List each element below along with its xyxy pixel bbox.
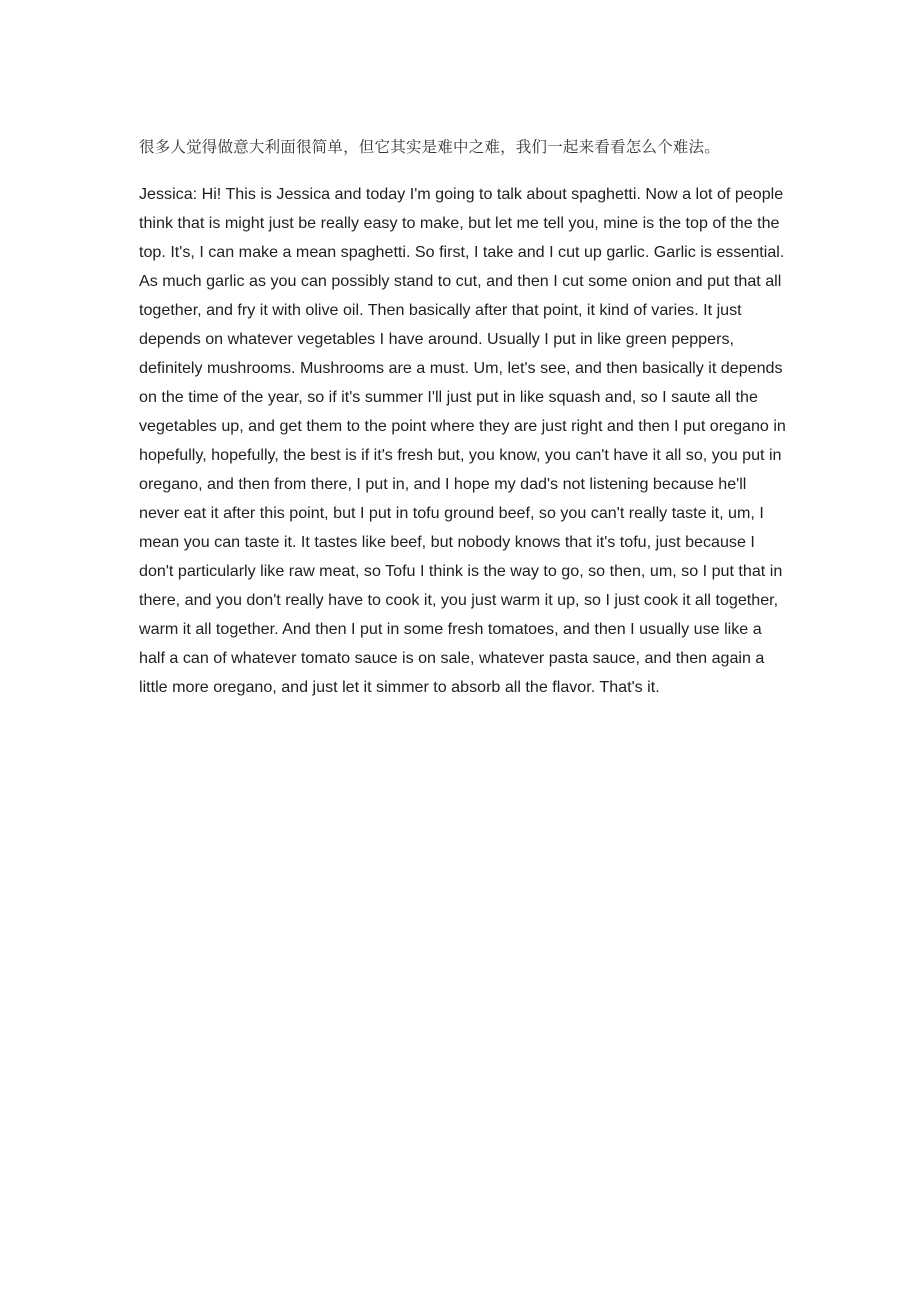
transcript-paragraph: Jessica: Hi! This is Jessica and today I'm going to talk about spaghetti. Now a lot of people think that is might just be really easy to make, but let me tell you, mine is the top of the the top. It's, I can make a mean spaghetti. So first, I take and I cut up garlic. Garlic is essential. As much garlic as you can possibly stand to cut, and then I cut some onion and put that all together, and fry it with olive oil. Then basically after that point, it kind of varies. It just depends on whatever vegetables I have around. Usually I put in like green peppers, definitely mushrooms. Mushrooms are a must. Um, let's see, and then basically it depends on the time of the year, so if it's summer I'll just put in like squash and, so I saute all the vegetables up, and get them to the point where they are just right and then I put oregano in hopefully, hopefully, the best is if it's fresh but, you know, you can't have it all so, you put in oregano, and then from there, I put in, and I hope my dad's not listening because he'll never eat it after this point, but I put in tofu ground beef, so you can't really taste it, um, I mean you can taste it. It tastes like beef, but nobody knows that it's tofu, just because I don't particularly like raw meat, so Tofu I think is the way to go, so then, um, so I put that in there, and you don't really have to cook it, you just warm it up, so I just cook it all together, warm it all together. And then I put in some fresh tomatoes, and then I usually use like a half a can of whatever tomato sauce is on sale, whatever pasta sauce, and then again a little more oregano, and just let it simmer to absorb all the flavor. That's it. bbox=[139, 185, 786, 696]
document-body bbox=[139, 133, 789, 702]
intro-paragraph: 很多人觉得做意大利面很简单，但它其实是难中之难，我们一起来看看怎么个难法。 bbox=[139, 138, 720, 156]
